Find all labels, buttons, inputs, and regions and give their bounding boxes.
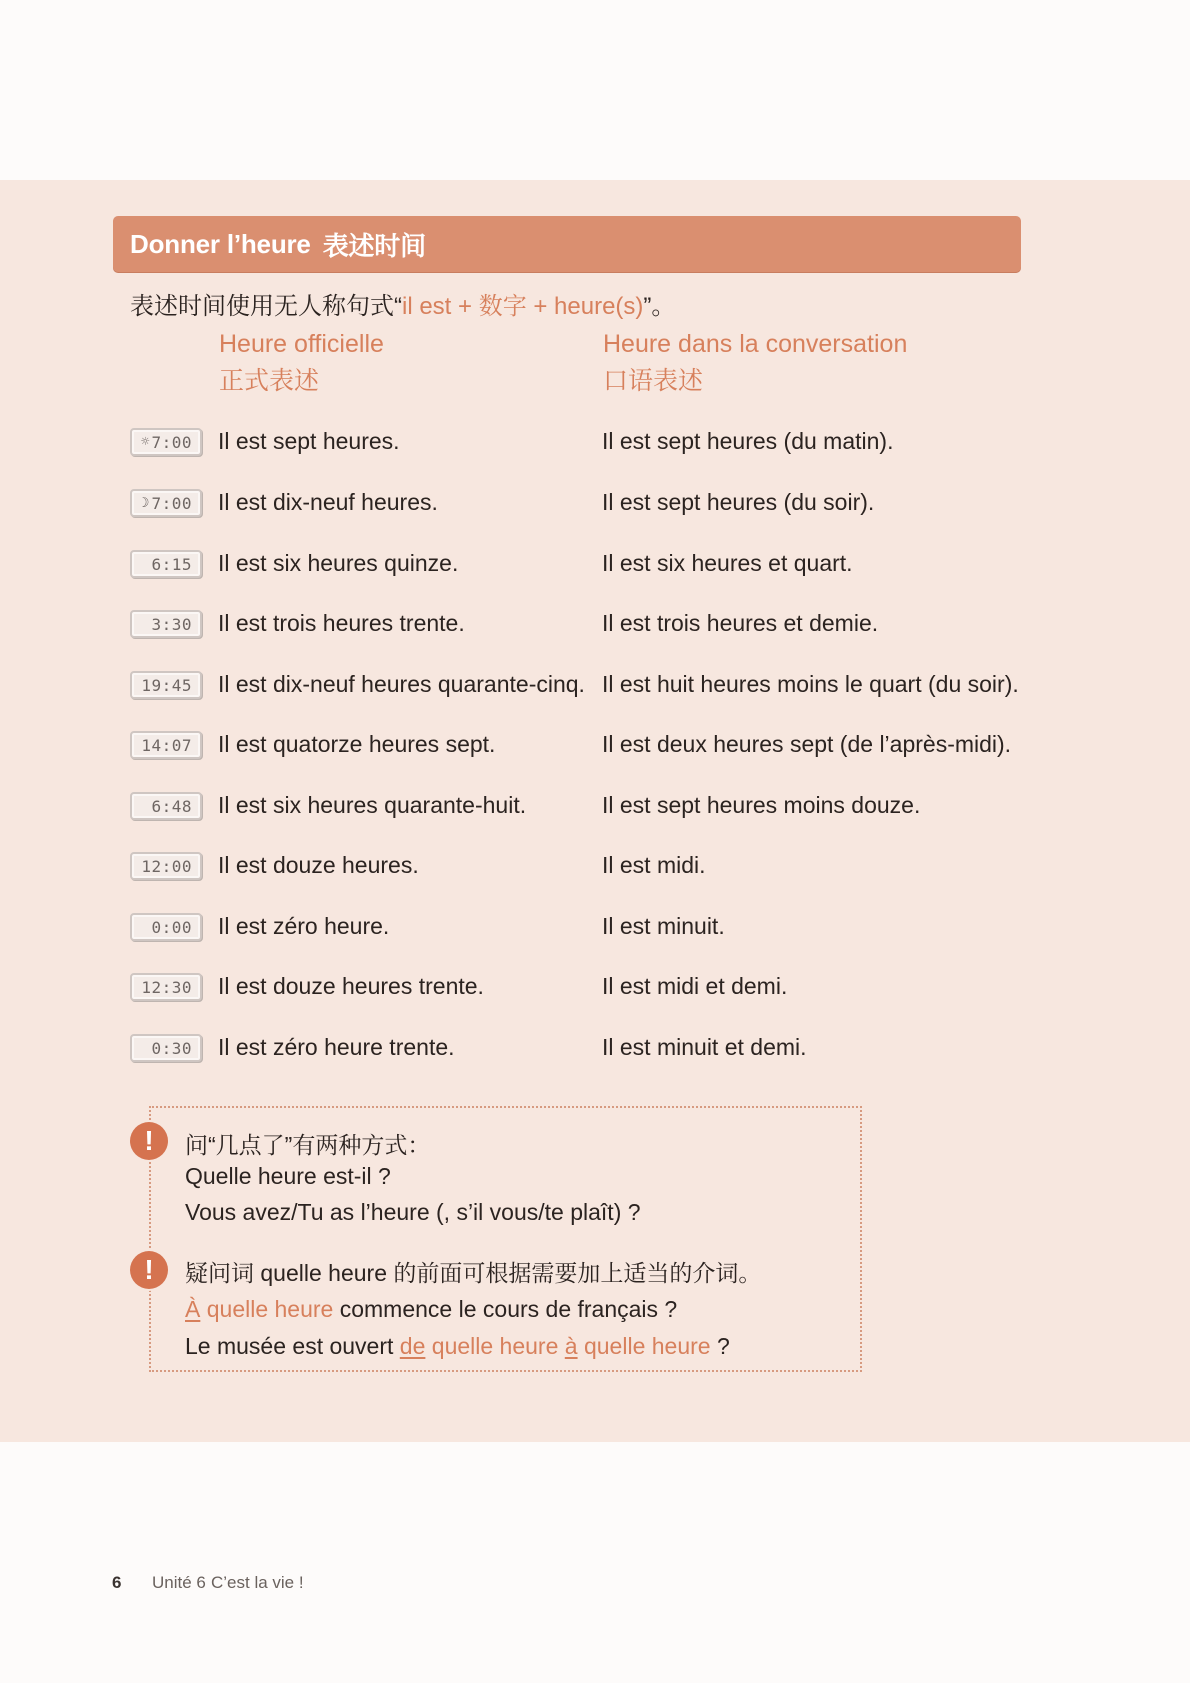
moon-icon: ☽ [141, 495, 150, 511]
unit-label: Unité 6 [152, 1573, 206, 1592]
official-time: Il est dix-neuf heures quarante-cinq. [218, 671, 585, 697]
sun-icon: ☼ [141, 434, 150, 450]
official-time: Il est zéro heure trente. [218, 1034, 455, 1060]
digital-clock: ☼ 7:00 [130, 428, 202, 456]
unit-title: C’est la vie ! [211, 1573, 304, 1592]
time-row [130, 546, 1030, 586]
digital-clock: 3:30 [130, 610, 202, 638]
header-title-fr: Donner l’heure [130, 228, 311, 259]
column-head-spoken [603, 326, 907, 400]
spoken-time: Il est huit heures moins le quart (du soir). [602, 671, 1019, 697]
intro-formula: il est + 数字 + heure(s) [402, 293, 644, 320]
spoken-time: Il est trois heures et demie. [602, 610, 879, 636]
digital-clock: 0:30 [130, 1034, 202, 1062]
intro-suffix: ”。 [643, 293, 676, 320]
time-row [130, 1030, 1030, 1070]
note2-heading: 疑问词 quelle heure 的前面可根据需要加上适当的介词。 [185, 1260, 762, 1286]
note1-example: Quelle heure est-il ? [185, 1163, 391, 1189]
exclamation-icon: ! [130, 1122, 168, 1160]
time-row [130, 667, 1030, 707]
spoken-time: Il est deux heures sept (de l’après-midi). [602, 731, 1012, 757]
column-official-fr: Heure officielle [219, 330, 384, 358]
digital-clock: 12:00 [130, 852, 202, 880]
page-number: 6 [112, 1573, 122, 1592]
spoken-time: Il est minuit et demi. [602, 1034, 807, 1060]
note2-example: Le musée est ouvert de quelle heure à quelle heure ? [185, 1333, 730, 1359]
spoken-time: Il est minuit. [602, 913, 725, 939]
spoken-time: Il est sept heures moins douze. [602, 792, 921, 818]
digital-clock: 14:07 [130, 731, 202, 759]
official-time: Il est zéro heure. [218, 913, 390, 939]
exclamation-icon: ! [130, 1251, 168, 1289]
spoken-time: Il est sept heures (du matin). [602, 428, 894, 454]
note1-heading: 问“几点了”有两种方式： [185, 1132, 431, 1158]
digital-clock: 0:00 [130, 913, 202, 941]
official-time: Il est douze heures. [218, 852, 419, 878]
spoken-time: Il est midi et demi. [602, 973, 788, 999]
time-row [130, 485, 1030, 525]
note2-example: À quelle heure commence le cours de français ? [185, 1296, 678, 1322]
intro-prefix: 表述时间使用无人称句式“ [130, 293, 402, 320]
time-row [130, 909, 1030, 949]
time-row [130, 606, 1030, 646]
header-title-zh: 表述时间 [322, 230, 426, 261]
official-time: Il est quatorze heures sept. [218, 731, 496, 757]
time-row [130, 848, 1030, 888]
spoken-time: Il est midi. [602, 852, 706, 878]
official-time: Il est six heures quinze. [218, 550, 459, 576]
note1-example: Vous avez/Tu as l’heure (, s’il vous/te plaît) ? [185, 1199, 641, 1225]
column-spoken-zh: 口语表述 [603, 367, 704, 395]
column-spoken-fr: Heure dans la conversation [603, 330, 908, 358]
column-official-zh: 正式表述 [219, 367, 320, 395]
intro-sentence [130, 286, 675, 321]
official-time: Il est six heures quarante-huit. [218, 792, 527, 818]
time-row [130, 969, 1030, 1009]
spoken-time: Il est sept heures (du soir). [602, 489, 875, 515]
time-row [130, 788, 1030, 828]
section-header [113, 216, 1021, 272]
spoken-time: Il est six heures et quart. [602, 550, 853, 576]
digital-clock: 12:30 [130, 973, 202, 1001]
official-time: Il est douze heures trente. [218, 973, 484, 999]
digital-clock: 19:45 [130, 671, 202, 699]
column-head-official [219, 326, 384, 400]
time-row [130, 727, 1030, 767]
official-time: Il est sept heures. [218, 428, 400, 454]
digital-clock: ☽ 7:00 [130, 489, 202, 517]
official-time: Il est trois heures trente. [218, 610, 465, 636]
digital-clock: 6:48 [130, 792, 202, 820]
digital-clock: 6:15 [130, 550, 202, 578]
time-row [130, 424, 1030, 464]
official-time: Il est dix-neuf heures. [218, 489, 438, 515]
